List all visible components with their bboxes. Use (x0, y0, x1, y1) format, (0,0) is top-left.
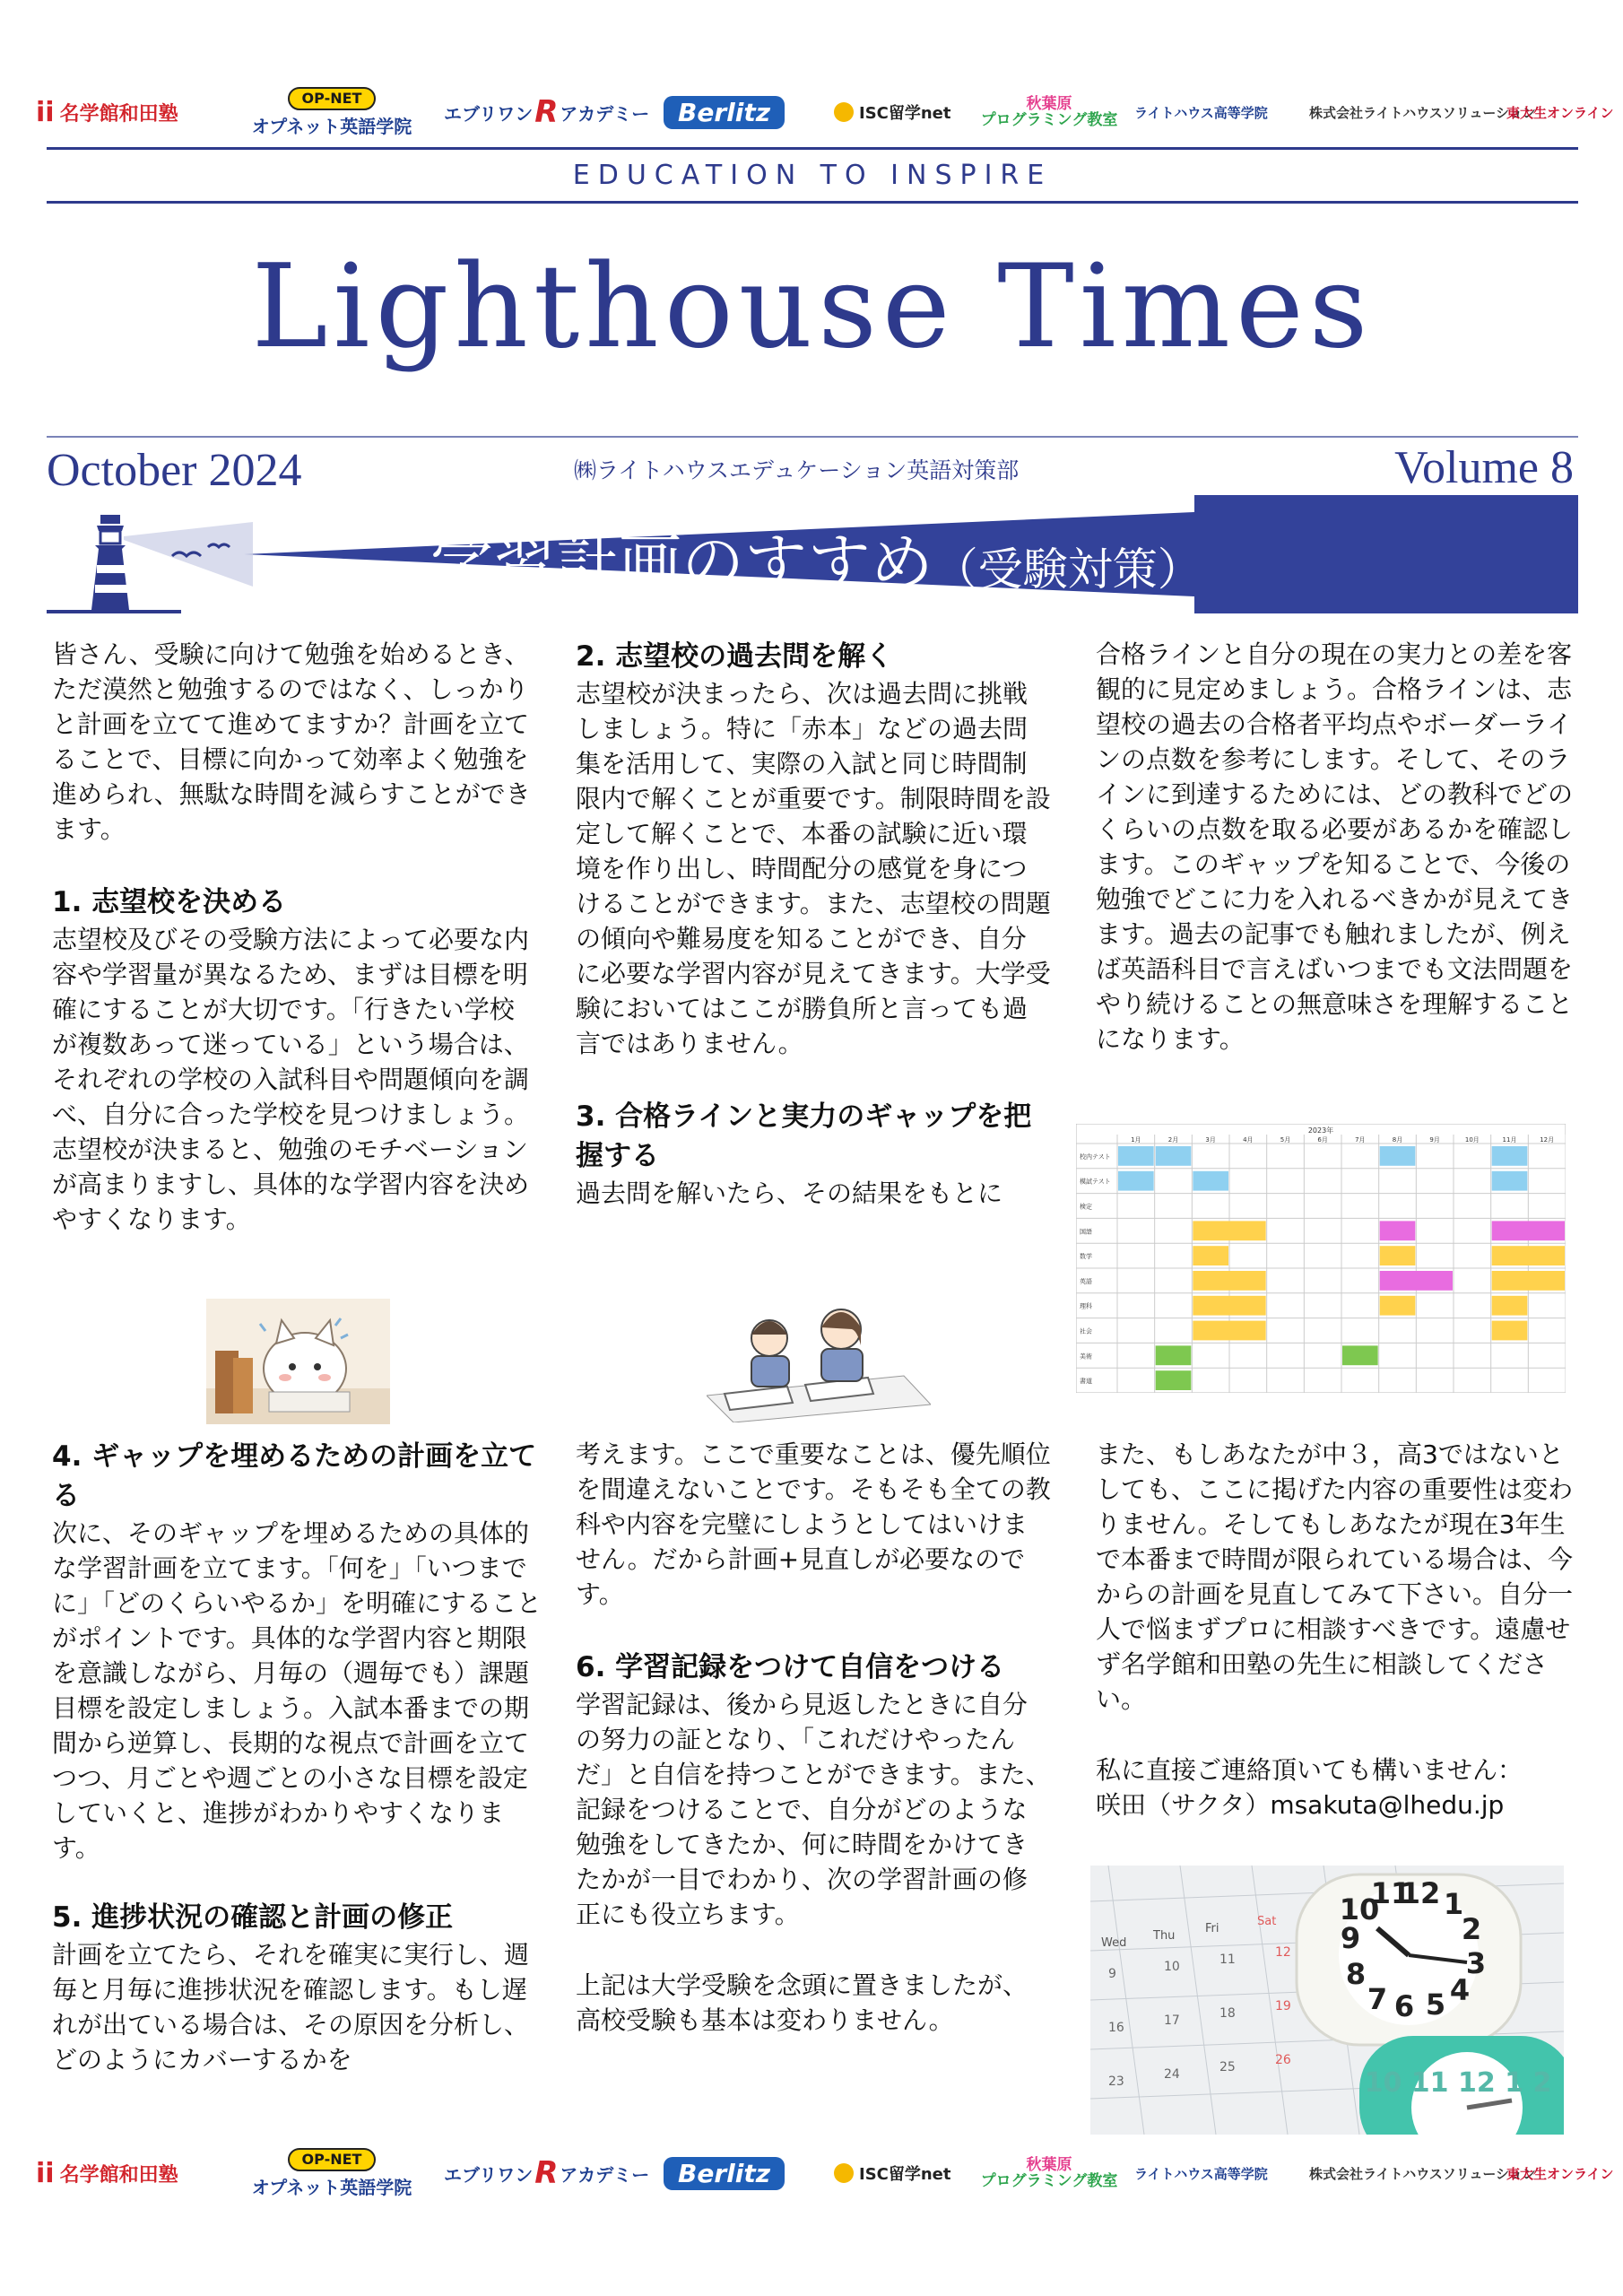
isc-dot-icon (834, 102, 854, 122)
schedule-highlight-cell (1492, 1296, 1528, 1316)
logo-todai-online[interactable] (1506, 2142, 1614, 2205)
logo-lighthouse-solution[interactable] (1309, 81, 1536, 144)
schedule-row-label: 校内テスト (1080, 1152, 1111, 1161)
schedule-month-label: 6月 (1317, 1136, 1328, 1144)
white-clock-numeral: 7 (1367, 1982, 1388, 2016)
schedule-highlight-cell (1492, 1221, 1565, 1240)
issue-volume: Volume 8 (1394, 442, 1574, 493)
bottom-logo-strip (36, 2142, 1614, 2205)
column-3-top (1096, 637, 1575, 1057)
logo-isc[interactable] (834, 2142, 959, 2205)
schedule-row-label: 数学 (1080, 1253, 1092, 1261)
calendar-day-label: Wed (1101, 1936, 1127, 1950)
schedule-month-label: 2月 (1167, 1136, 1179, 1144)
white-clock-numeral: 9 (1340, 1921, 1361, 1955)
calendar-date-number: 12 (1275, 1945, 1291, 1960)
section-3-body-a: 過去問を解いたら、その結果をもとに (576, 1178, 1003, 1208)
logo-akiba-2: プログラミング教室 (980, 2172, 1118, 2190)
calendar-date-number: 18 (1219, 2006, 1236, 2021)
logo-berlitz-text: Berlitz (664, 2157, 785, 2190)
schedule-row-label: 書道 (1080, 1378, 1092, 1386)
white-clock-numeral: 6 (1393, 1989, 1415, 2023)
calendar-day-label: Fri (1205, 1922, 1219, 1935)
section-2-body: 志望校が決まったら、次は過去問に挑戦しましょう。特に「赤本」などの過去問集を活用して、実際の入試と同じ時間制限内で解くことが重要です。制限時間を設定して解くことで、本番の試験に近い環境を作り出し、時間配分の感覚を身につけることができます。また、志望校の問題の傾向や難易度を知ることができ、自分に必要な学習内容が見えてきます。大学受験においてはここが勝負所と言っても過言ではありません。 (576, 679, 1051, 1058)
section-3-body-b: 合格ラインと自分の現在の実力との差を客観的に見定めましょう。合格ラインは、志望校の過去の合格者平均点やボーダーラインの点数を参考にします。そして、そのラインに到達するためには、どの教科でどのくらいの点数を取る必要があるかを確認します。このギャップを知ることで、今後の勉強でどこに力を入れるべきかが見えてきます。過去の記事でも触れましたが、例えば英語科目で言えばいつまでも文法問題をやり続けることの無意味さを理解することになります。 (1096, 639, 1574, 1054)
schedule-month-label: 11月 (1502, 1136, 1517, 1144)
calendar-date-number: 17 (1164, 2013, 1180, 2028)
contact-line-2: 咲田（サクタ）msakuta@lhedu.jp (1096, 1790, 1505, 1820)
calendar-date-number: 16 (1108, 2021, 1124, 2035)
calendar-day-label: Sat (1257, 1915, 1277, 1928)
header-rule-bottom (47, 436, 1578, 438)
schedule-month-label: 12月 (1540, 1136, 1555, 1144)
column-1-top (52, 637, 536, 1237)
banner-title-main: 学習計画のすすめ (430, 526, 933, 600)
cat-studying-illustration (206, 1299, 390, 1424)
white-clock-numeral: 10 (1339, 1892, 1380, 1926)
section-3-heading: 3. 合格ラインと実力のギャップを把握する (576, 1100, 1032, 1172)
logo-everyone-r: R (534, 2155, 559, 2191)
logo-everyone-a: エブリワン (444, 102, 534, 125)
white-clock-numeral: 3 (1465, 1946, 1487, 1980)
schedule-row-label: 国語 (1080, 1228, 1092, 1236)
calendar-date-number: 23 (1108, 2074, 1124, 2089)
calendar-date-number: 24 (1164, 2067, 1180, 2082)
section-6-heading: 6. 学習記録をつけて自信をつける (576, 1651, 1005, 1683)
contact-line-1: 私に直接ご連絡頂いても構いません： (1096, 1755, 1523, 1785)
schedule-highlight-cell (1492, 1246, 1565, 1265)
logo-akiba[interactable] (982, 81, 1116, 144)
schedule-row-label: 社会 (1080, 1327, 1092, 1335)
calendar-date-number: 19 (1275, 1999, 1291, 2013)
top-logo-strip (36, 81, 1614, 144)
logo-everyone-b: アカデミー (560, 102, 650, 125)
schedule-highlight-cell (1156, 1345, 1192, 1365)
schedule-month-label: 3月 (1205, 1136, 1216, 1144)
logo-everyone-b: アカデミー (560, 2163, 650, 2186)
logo-todai-text: 東大生オンライン (1506, 104, 1614, 121)
schedule-highlight-cell (1380, 1221, 1416, 1240)
schedule-highlight-cell (1193, 1321, 1265, 1341)
column-3-bottom (1096, 1437, 1575, 1822)
logo-lighthouse-hs-text: ライトハウス高等学院 (1134, 2165, 1268, 2182)
schedule-month-label: 4月 (1243, 1136, 1254, 1144)
header-rule-mid (47, 201, 1578, 204)
lighthouse-icon (47, 515, 181, 613)
schedule-highlight-cell (1492, 1146, 1528, 1166)
logo-lighthouse-hs-text: ライトハウス高等学院 (1134, 104, 1268, 121)
column-1-bottom (52, 1437, 547, 2077)
logo-opnet[interactable] (242, 81, 421, 144)
logo-todai-online[interactable] (1506, 81, 1614, 144)
schedule-highlight-cell (1380, 1246, 1416, 1265)
logo-akiba-1: 秋葉原 (1026, 95, 1072, 113)
calendar-date-number: 25 (1219, 2060, 1236, 2074)
white-clock-numeral: 2 (1461, 1912, 1482, 1946)
students-studying-illustration (707, 1288, 931, 1422)
section-1-body: 志望校及びその受験方法によって必要な内容や学習量が異なるため、まずは目標を明確にすることが大切です。「行きたい学校が複数あって迷っている」という場合は、それぞれの学校の入試科目や問題傾向を調べ、自分に合った学校を見つけましょう。志望校が決まると、勉強のモチベーションが高まりますし、具体的な学習内容を決めやすくなります。 (52, 925, 530, 1234)
section-6-body: 学習記録は、後から見返したときに自分の努力の証となり、「これだけやったんだ」と自信を持つことができます。また、記録をつけることで、自分がどのような勉強をしてきたか、何に時間をかけてきたかが一目でわかり、次の学習計画の修正にも役立ちます。 (576, 1690, 1051, 1929)
schedule-month-label: 10月 (1464, 1136, 1480, 1144)
schedule-highlight-cell (1380, 1271, 1453, 1291)
schedule-row-label: 理科 (1080, 1302, 1092, 1310)
teal-clock-numeral: 10 11 12 1 2 (1364, 2067, 1552, 2099)
column-2-bottom (576, 1437, 1051, 2038)
section-5-body-b: 考えます。ここで重要なことは、優先順位を間違えないことです。そもそも全ての教科や内容を完璧にしようとしてはいけません。だから計画+見直しが必要なのです。 (576, 1439, 1051, 1609)
intro-paragraph: 皆さん、受験に向けて勉強を始めるとき、ただ漠然と勉強するのではなく、しっかりと計画を立てて進めてますか？計画を立てることで、目標に向かって効率よく勉強を進められ、無駄な時間を減らすことができます。 (52, 639, 531, 844)
logo-isc[interactable] (834, 81, 959, 144)
schedule-row-label: 美術 (1080, 1352, 1092, 1361)
schedule-month-label: 5月 (1280, 1136, 1291, 1144)
calendar-date-number: 10 (1164, 1960, 1180, 1974)
header-rule-top (47, 147, 1578, 150)
logo-opnet[interactable] (242, 2142, 421, 2205)
logo-meigakukan[interactable]: ii 名学館和田塾 (36, 96, 178, 128)
section-1-heading: 1. 志望校を決める (52, 886, 287, 918)
schedule-highlight-cell (1156, 1370, 1192, 1390)
schedule-month-label: 1月 (1131, 1136, 1141, 1144)
schedule-month-label: 8月 (1392, 1136, 1403, 1144)
closing-paragraph: また、もしあなたが中３，高3ではないとしても、ここに掲げた内容の重要性は変わりません。そしてもしあなたが現在3年生で本番まで時間が限られている場合は、今からの計画を見直してみて下さい。自分一人で悩まずプロに相談すべきです。遠慮せず名学館和田塾の先生に相談してください。 (1096, 1439, 1574, 1714)
masthead-title: Lighthouse Times (251, 240, 1374, 374)
schedule-highlight-cell (1342, 1345, 1378, 1365)
logo-meigakukan-text: 名学館和田塾 (59, 102, 178, 126)
study-schedule-table (1076, 1124, 1566, 1393)
logo-todai-text: 東大生オンライン (1506, 2165, 1614, 2182)
logo-everyone-r: R (534, 94, 559, 130)
calendar-clock-photo (1090, 1866, 1564, 2135)
section-2-heading: 2. 志望校の過去問を解く (576, 640, 894, 673)
schedule-highlight-cell (1193, 1246, 1228, 1265)
calendar-date-number: 26 (1275, 2053, 1291, 2067)
logo-lighthouse-sol-text: 株式会社ライトハウスソリューション (1309, 104, 1536, 121)
white-clock-numeral: 4 (1449, 1973, 1471, 2007)
schedule-highlight-cell (1492, 1171, 1528, 1191)
logo-everyone[interactable] (444, 2142, 650, 2205)
schedule-row-label: 模試テスト (1080, 1178, 1111, 1186)
department-name: ㈱ライトハウスエデュケーション英語対策部 (574, 457, 1020, 483)
section-5-heading: 5. 進捗状況の確認と計画の修正 (52, 1901, 454, 1934)
schedule-highlight-cell (1193, 1271, 1265, 1291)
section-4-heading: 4. ギャップを埋めるための計画を立てる (52, 1440, 537, 1512)
logo-berlitz-text: Berlitz (664, 96, 785, 129)
logo-isc-text: ISC留学net (859, 2165, 951, 2184)
logo-lighthouse-solution[interactable] (1309, 2142, 1536, 2205)
schedule-highlight-cell (1380, 1146, 1416, 1166)
banner-title-sub: （受験対策） (933, 544, 1202, 596)
note-paragraph: 上記は大学受験を念頭に置きましたが、高校受験も基本は変わりません。 (576, 1970, 1028, 2035)
calendar-date-number: 9 (1108, 1967, 1116, 1981)
isc-dot-icon (834, 2163, 854, 2183)
logo-lighthouse-sol-text: 株式会社ライトハウスソリューション (1309, 2165, 1536, 2182)
logo-opnet-badge: OP-NET (288, 2148, 377, 2171)
schedule-title: 2023年 (1307, 1126, 1334, 1135)
schedule-highlight-cell (1118, 1146, 1154, 1166)
white-clock-numeral: 1 (1443, 1887, 1464, 1921)
logo-opnet-text: オプネット英語学院 (251, 115, 412, 137)
calendar-date-number: 11 (1219, 1952, 1236, 1967)
logo-everyone-a: エブリワン (444, 2163, 534, 2186)
logo-lighthouse-hs[interactable] (1134, 2142, 1287, 2205)
column-2-top (576, 637, 1051, 1211)
schedule-highlight-cell (1118, 1171, 1154, 1191)
section-5-body-a: 計画を立てたら、それを確実に実行し、週毎と月毎に進捗状況を確認します。もし遅れが出ている場合は、その原因を分析し、どのようにカバーするかを (52, 1940, 530, 2074)
logo-meigakukan-text: 名学館和田塾 (59, 2163, 178, 2187)
logo-opnet-badge: OP-NET (288, 87, 377, 110)
schedule-month-label: 7月 (1355, 1136, 1366, 1144)
logo-akiba[interactable] (982, 2142, 1116, 2205)
white-clock-numeral: 5 (1425, 1987, 1446, 2022)
schedule-highlight-cell (1380, 1296, 1416, 1316)
banner-title (430, 513, 1202, 604)
schedule-highlight-cell (1193, 1221, 1265, 1240)
schedule-highlight-cell (1492, 1321, 1528, 1341)
white-clock-numeral: 12 (1400, 1876, 1441, 1910)
white-clock-numeral: 11 (1370, 1876, 1411, 1910)
section-4-body: 次に、そのギャップを埋めるための具体的な学習計画を立てます。「何を」「いつまでに」「どのくらいやるか」を明確にすることがポイントです。具体的な学習内容と期限を意識しながら、月毎の（週毎でも）課題目標を設定しましょう。入試本番までの期間から逆算し、長期的な視点で計画を立てつつ、月ごとや週ごとの小さな目標を設定していくと、進捗がわかりやすくなります。 (52, 1518, 542, 1863)
schedule-highlight-cell (1193, 1296, 1265, 1316)
tagline: EDUCATION TO INSPIRE (572, 160, 1053, 191)
logo-meigakukan[interactable]: ii 名学館和田塾 (36, 2157, 178, 2189)
schedule-month-label: 9月 (1429, 1136, 1440, 1144)
logo-lighthouse-hs[interactable] (1134, 81, 1287, 144)
logo-berlitz[interactable] (664, 81, 807, 144)
logo-akiba-1: 秋葉原 (1026, 2156, 1072, 2174)
logo-berlitz[interactable] (664, 2142, 807, 2205)
schedule-highlight-cell (1193, 1171, 1228, 1191)
logo-opnet-text: オプネット英語学院 (251, 2176, 412, 2198)
schedule-row-label: 検定 (1080, 1203, 1092, 1211)
white-clock-numeral: 8 (1345, 1957, 1367, 1991)
logo-isc-text: ISC留学net (859, 104, 951, 123)
schedule-row-label: 英語 (1080, 1277, 1092, 1285)
calendar-day-label: Thu (1153, 1929, 1176, 1943)
issue-date: October 2024 (47, 445, 302, 496)
schedule-highlight-cell (1492, 1271, 1565, 1291)
logo-everyone[interactable] (444, 81, 650, 144)
logo-akiba-2: プログラミング教室 (980, 111, 1118, 129)
schedule-highlight-cell (1156, 1146, 1192, 1166)
